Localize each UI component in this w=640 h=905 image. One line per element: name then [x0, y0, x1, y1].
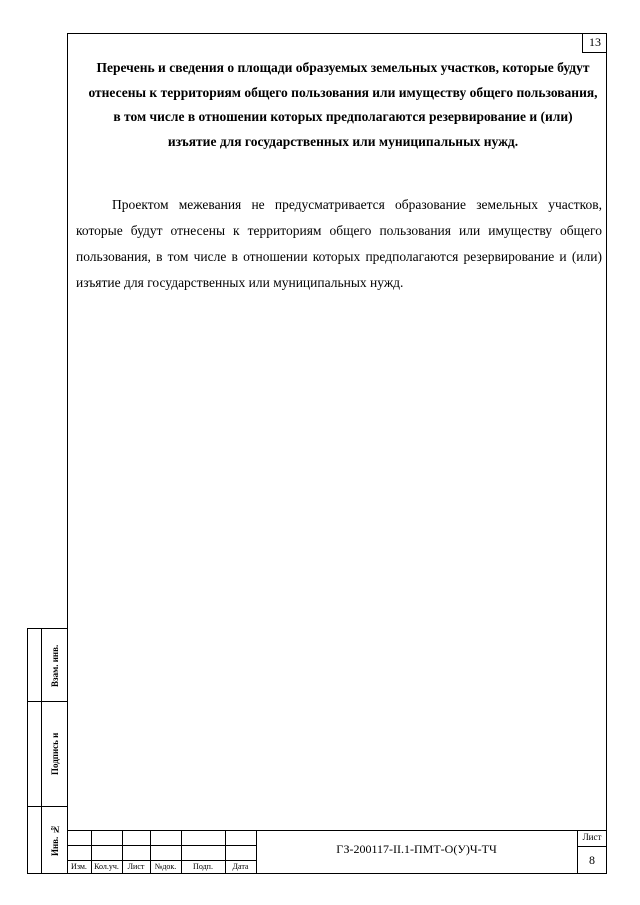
section-heading: Перечень и сведения о площади образуемых земельных участков, которые будут отнесены к территориям общего пользования или имуществу общего пользования, в том числе в отношении которых предполагаются резервирование и (или) изъятие для государственных или муниципальных нужд. — [88, 60, 598, 149]
document-code: ГЗ-200117-II.1-ПМТ-О(У)Ч-ТЧ — [336, 842, 497, 856]
vzam-inv-label: Взам. инв. — [50, 644, 60, 688]
stamp-col-data: Дата — [232, 862, 249, 871]
stamp-col-list: Лист — [127, 862, 145, 871]
stamp-col-izm: Изм. — [71, 862, 87, 871]
sheet-number: 8 — [589, 853, 595, 867]
page-number: 13 — [582, 33, 607, 53]
stamp-col-ndok: №док. — [154, 862, 177, 871]
body-paragraph: Проектом межевания не предусматривается образование земельных участков, которые будут отнесены к территориям общего пользования или имуществу общего пользования, в том числе в отношении которых предполагаются резервирование и (или) изъятие для государственных или муниципальных нужд. — [76, 197, 602, 290]
page-frame — [67, 33, 607, 874]
podpis-label: Подпись и — [50, 732, 60, 776]
sheet-label: Лист — [582, 832, 602, 842]
stamp-col-podp: Подп. — [193, 862, 213, 871]
side-stamp-strip — [27, 628, 67, 874]
stamp-col-kol-uch: Кол.уч. — [94, 862, 119, 871]
inv-no-label: Инв. № — [50, 824, 60, 856]
